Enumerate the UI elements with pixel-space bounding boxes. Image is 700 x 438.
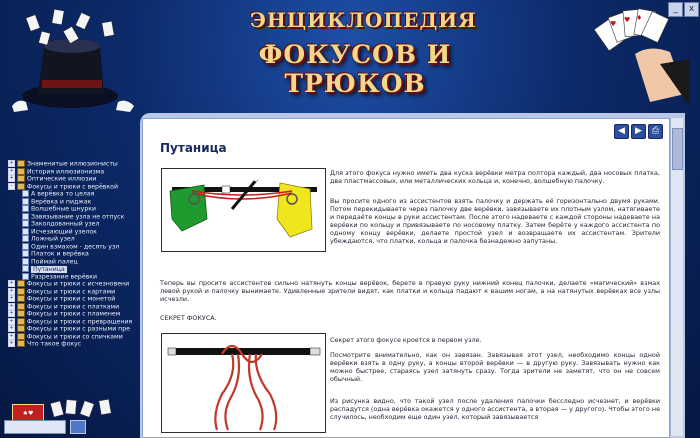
tree-item[interactable] bbox=[8, 190, 144, 198]
doc-icon bbox=[22, 228, 29, 235]
expand-toggle-icon[interactable]: + bbox=[9, 175, 14, 181]
tree-item-label: Фокусы и трюки с платками bbox=[27, 303, 120, 310]
tree-item[interactable] bbox=[8, 288, 144, 296]
forward-arrow-icon[interactable]: ▶ bbox=[631, 124, 646, 139]
expand-toggle-icon[interactable]: + bbox=[9, 295, 14, 301]
tree-item-label: Оптические иллюзии bbox=[27, 175, 97, 183]
paragraph-2-start: Вы просите одного из ассистентов взять палочку и держать её горизонтально двумя руками. Потом перекидываете через палочку две верёвки, завязываете их плотным узлом, натягиваете и передаёте концы в руки ассистентам. После этого надеваете с каждой стороны надеваете на верёвки по кольцу и привязываете по носовому платку. Затем берёте у каждого ассистента по одному концу верёвки, делаете простой узел и возвращаете их ассистентам. Зрители убеждаются, что платки, кольца и палочка безнадежно запутаны. bbox=[330, 197, 660, 245]
doc-icon bbox=[22, 265, 29, 272]
doc-icon bbox=[22, 220, 29, 227]
cards-hand-icon bbox=[580, 4, 690, 104]
tree-item-label: Поймай палец bbox=[31, 258, 78, 265]
topic-tree bbox=[8, 160, 144, 390]
tree-item-label: Что такое фокус bbox=[27, 340, 82, 348]
tree-item-label: Фокусы и трюки с пламенем bbox=[27, 310, 121, 318]
paragraph-1: Для этого фокуса нужно иметь два куска верёвки метра полтора каждый, два носовых платка, два пластмассовых, или металлических кольца и, конечно, волшебную палочку. bbox=[330, 169, 660, 185]
tree-item[interactable] bbox=[8, 318, 144, 326]
svg-text:♦: ♦ bbox=[636, 14, 643, 22]
doc-icon bbox=[22, 190, 29, 197]
tree-item[interactable] bbox=[8, 213, 144, 221]
tree-item-label: Фокусы и трюки с монетой bbox=[27, 295, 116, 303]
tree-item-label: Фокусы и трюки с верёвкой bbox=[27, 183, 118, 190]
tree-item-label: Фокусы и трюки с превращения bbox=[27, 318, 133, 325]
expand-toggle-icon[interactable]: + bbox=[9, 310, 14, 316]
svg-text:♥: ♥ bbox=[610, 20, 617, 28]
book-icon bbox=[17, 325, 25, 332]
tree-item[interactable] bbox=[8, 243, 144, 251]
expand-toggle-icon[interactable]: + bbox=[9, 302, 14, 309]
tree-item-label: История иллюзионизма bbox=[27, 168, 105, 175]
book-icon bbox=[17, 175, 25, 182]
tree-item-label: Фокусы и трюки с исчезновени bbox=[27, 280, 130, 288]
tree-item-label: А верёвка то целая bbox=[31, 190, 95, 198]
book-icon bbox=[17, 160, 25, 167]
expand-toggle-icon[interactable]: + bbox=[9, 287, 14, 294]
minimize-button[interactable]: _ bbox=[668, 2, 683, 17]
page-title: Путаница bbox=[160, 141, 227, 155]
rope-knot-illustration bbox=[161, 333, 326, 433]
expand-toggle-icon[interactable]: + bbox=[9, 317, 14, 324]
tree-item[interactable] bbox=[8, 250, 144, 258]
scroll-thumb[interactable] bbox=[672, 128, 683, 170]
tree-item[interactable] bbox=[8, 183, 144, 191]
back-arrow-icon[interactable]: ◀ bbox=[614, 124, 629, 139]
tree-item[interactable] bbox=[8, 168, 144, 176]
paragraph-5: Посмотрите внимательно, как он завязан. Завязывая этот узел, необходимо концы одной верёвки взять в одну руку, а концы второй верёвки — в другую руку. Завязывать нужно как можно быстрее, стараясь узел затянуть сразу. Тогда зрители не заметят, что он не совсем обычный. bbox=[330, 351, 660, 383]
tree-item-label: Знаменитые иллюзионисты bbox=[27, 160, 118, 168]
tree-item-label: Волшебные шнурки bbox=[31, 205, 97, 213]
tree-item-label: Путаница bbox=[33, 265, 65, 273]
book-icon bbox=[17, 303, 25, 310]
svg-text:♥: ♥ bbox=[624, 16, 631, 24]
paragraph-3: Теперь вы просите ассистентов сильно натянуть концы верёвок, берете в правую руку нижний конец палочки, делаете «магический» взмах левой рукой и палочку вынимаете. Удивленные зрители видят, как платки и кольца падают к вашим ногам, а на натянутых верёвках все узлы исчезли. bbox=[160, 279, 660, 303]
tree-item[interactable] bbox=[8, 310, 144, 318]
tree-item[interactable] bbox=[8, 280, 144, 288]
tree-item[interactable] bbox=[8, 160, 144, 168]
doc-icon bbox=[22, 213, 29, 220]
tree-item[interactable] bbox=[8, 258, 144, 266]
doc-icon bbox=[22, 273, 29, 280]
tree-item[interactable] bbox=[8, 295, 144, 303]
print-icon[interactable]: ⎙ bbox=[648, 124, 663, 139]
tree-item[interactable] bbox=[8, 220, 144, 228]
book-icon bbox=[17, 295, 25, 302]
tree-item[interactable] bbox=[8, 235, 144, 243]
book-icon bbox=[17, 168, 25, 175]
tree-item-label: Заколдованный узел bbox=[31, 220, 100, 228]
paragraph-4: Секрет этого фокусе кроется в первом узле. bbox=[330, 336, 482, 344]
doc-icon bbox=[22, 235, 29, 242]
tree-item[interactable] bbox=[8, 333, 144, 341]
expand-toggle-icon[interactable]: + bbox=[9, 325, 14, 331]
tree-item-label: Разрезание верёвки bbox=[31, 273, 98, 280]
tree-item-label: Верёвка и пиджак bbox=[31, 198, 92, 205]
tree-item[interactable] bbox=[8, 205, 144, 213]
tree-item[interactable] bbox=[8, 265, 144, 273]
app-title-main: ФОКУСОВ И ТРЮКОВ bbox=[258, 40, 452, 98]
tree-item[interactable] bbox=[8, 325, 144, 333]
magic-hat-icon bbox=[8, 6, 138, 121]
tree-item-label: Ложный узел bbox=[31, 235, 75, 243]
expand-toggle-icon[interactable]: + bbox=[9, 332, 14, 339]
expand-toggle-icon[interactable]: + bbox=[9, 167, 14, 174]
tree-item[interactable] bbox=[8, 198, 144, 206]
tree-item[interactable] bbox=[8, 273, 144, 281]
rope-handkerchief-illustration bbox=[161, 168, 326, 252]
tree-item-label: Фокусы и трюки с разными пре bbox=[27, 325, 130, 333]
doc-icon bbox=[22, 250, 29, 257]
tree-item-label: Один взмахом - десять узл bbox=[31, 243, 120, 250]
book-icon bbox=[17, 333, 25, 340]
tree-item-label: Фокусы и трюки со спичками bbox=[27, 333, 123, 340]
doc-icon bbox=[22, 258, 29, 265]
tree-item-label: Платок и верёвка bbox=[31, 250, 89, 258]
book-icon bbox=[17, 340, 25, 347]
app-title-top: ЭНЦИКЛОПЕДИЯ bbox=[250, 8, 477, 32]
book-icon bbox=[17, 318, 25, 325]
tree-item-label: Фокусы и трюки с картами bbox=[27, 288, 116, 295]
logo-icon: ♠♥ bbox=[12, 404, 44, 424]
doc-icon bbox=[22, 243, 29, 250]
tree-item[interactable] bbox=[8, 175, 144, 183]
doc-icon bbox=[22, 198, 29, 205]
doc-icon bbox=[22, 205, 29, 212]
search-button[interactable] bbox=[70, 420, 86, 434]
book-icon bbox=[17, 288, 25, 295]
tree-item[interactable] bbox=[8, 228, 144, 236]
close-button[interactable]: x bbox=[684, 2, 699, 17]
search-input[interactable] bbox=[4, 420, 66, 434]
tree-item-label: Завязывание узла не отпуск bbox=[31, 213, 125, 220]
tree-item[interactable] bbox=[8, 303, 144, 311]
paragraph-6: Из рисунка видно, что такой узел после удаления палочки бесследно исчезнет, и верёвки распадутся (одна верёвка окажется у одного ассистента, а вторая — у другого). Чтобы этого не случилось, необходим еще один узел, который завязывается bbox=[330, 398, 660, 421]
tree-item-label: Исчезающий узелок bbox=[31, 228, 97, 235]
expand-toggle-icon[interactable]: - bbox=[8, 183, 15, 190]
header bbox=[0, 0, 700, 110]
book-icon bbox=[17, 310, 25, 317]
book-icon bbox=[17, 183, 25, 190]
vertical-scrollbar[interactable] bbox=[670, 118, 683, 436]
expand-toggle-icon[interactable]: + bbox=[9, 160, 14, 166]
expand-toggle-icon[interactable]: + bbox=[9, 280, 14, 286]
expand-toggle-icon[interactable]: + bbox=[9, 340, 14, 346]
book-icon bbox=[17, 280, 25, 287]
tree-item[interactable] bbox=[8, 340, 144, 348]
secret-heading: СЕКРЕТ ФОКУСА. bbox=[160, 314, 217, 322]
